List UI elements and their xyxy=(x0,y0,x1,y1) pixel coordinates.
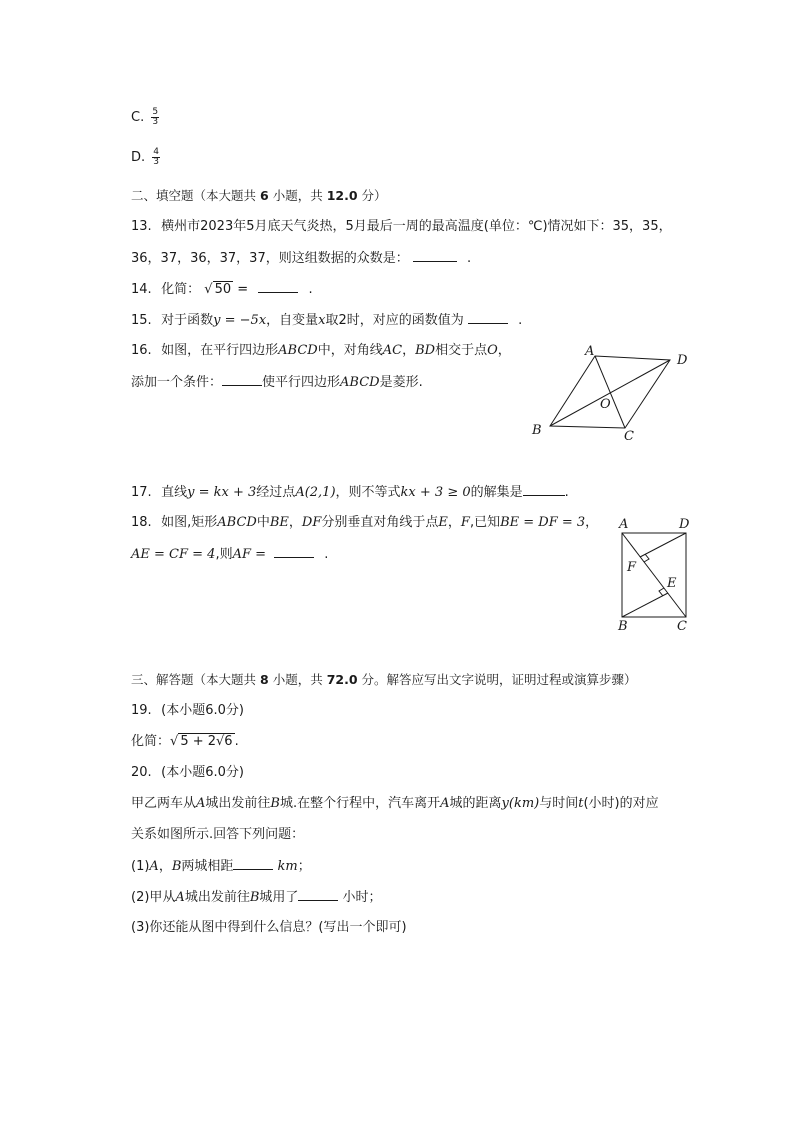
math-expression: AC xyxy=(382,343,403,358)
question-18-line-1 xyxy=(131,514,598,532)
question-text: 如图，在平行四边形 xyxy=(161,343,279,358)
question-text: 关系如图所示.回答下列问题： xyxy=(131,827,305,842)
math-expression: AF = xyxy=(232,547,271,562)
fraction-denominator: 3 xyxy=(153,157,160,167)
diagonal-ac xyxy=(622,533,686,617)
radicand: 5 + 2√6 xyxy=(180,734,233,749)
section-3-suffix: 分。解答应写出文字说明，证明过程或演算步骤） xyxy=(361,672,637,687)
question-text: 添加一个条件： xyxy=(131,375,223,390)
question-text: ， xyxy=(402,343,416,358)
vertex-label-c: C xyxy=(677,619,687,634)
question-text: ,已知 xyxy=(469,515,501,530)
math-expression: BE = DF = 3 xyxy=(500,515,586,530)
question-text: 取2时，对应的函数值为 xyxy=(325,313,464,328)
math-expression: A xyxy=(149,859,159,874)
question-text: 中 xyxy=(256,515,270,530)
question-20-line-1 xyxy=(131,795,659,813)
answer-blank[interactable] xyxy=(258,280,298,293)
question-text: 使平行四边形 xyxy=(262,375,341,390)
center-label-o: O xyxy=(600,397,611,412)
question-text: 城.在整个行程中，汽车离开 xyxy=(279,796,441,811)
question-text: 对于函数 xyxy=(161,313,214,328)
question-text: 与时间 xyxy=(539,796,579,811)
question-text: ， xyxy=(447,515,461,530)
question-text: 如图,矩形 xyxy=(161,515,218,530)
unit-km: km xyxy=(277,859,298,874)
answer-blank[interactable] xyxy=(523,483,565,496)
question-13-line-2 xyxy=(131,249,471,268)
option-c xyxy=(131,108,159,127)
option-d-fraction xyxy=(152,148,160,167)
answer-blank[interactable] xyxy=(233,857,273,870)
vertex-label-b: B xyxy=(532,423,542,438)
section-3-count: 8 xyxy=(260,672,269,687)
question-number: 18. xyxy=(131,515,152,530)
question-text: ， xyxy=(585,515,599,530)
math-expression: F xyxy=(460,515,470,530)
fraction-numerator: 5 xyxy=(152,107,159,117)
question-text: (3)你还能从图中得到什么信息？(写出一个即可) xyxy=(131,920,407,935)
question-20-line-2 xyxy=(131,826,304,844)
question-18-line-2 xyxy=(131,545,328,564)
answer-blank[interactable] xyxy=(468,311,508,324)
figure-18-rectangle xyxy=(612,512,702,634)
question-20-header xyxy=(131,764,244,782)
math-expression: DF xyxy=(301,515,322,530)
math-expression: BD xyxy=(415,343,436,358)
question-end: . xyxy=(467,251,472,266)
option-c-fraction xyxy=(151,108,159,127)
question-text: ， xyxy=(288,515,302,530)
math-expression: E xyxy=(438,515,448,530)
section-2-prefix: 二、填空题（本大题共 xyxy=(131,188,257,203)
question-19-header xyxy=(131,702,244,720)
question-text: 两城相距 xyxy=(181,859,234,874)
math-expression: AE = CF = 4 xyxy=(131,547,216,562)
option-d xyxy=(131,148,160,167)
question-16-line-1 xyxy=(131,342,511,360)
question-20-sub-3 xyxy=(131,919,407,937)
question-text: ，自变量 xyxy=(266,313,319,328)
question-17 xyxy=(131,483,569,502)
option-d-label: D. xyxy=(131,150,146,165)
math-expression: A(2,1) xyxy=(295,485,336,500)
fraction-denominator: 3 xyxy=(152,117,159,127)
question-score: (本小题6.0分) xyxy=(161,703,244,718)
question-number: 19. xyxy=(131,703,152,718)
equals-sign: = xyxy=(233,282,253,297)
question-end: . xyxy=(324,547,329,562)
section-2-score: 12.0 xyxy=(326,188,358,203)
math-expression: y = −5x xyxy=(213,313,267,328)
section-2-count: 6 xyxy=(260,188,269,203)
math-expression: O xyxy=(487,343,498,358)
vertex-label-c: C xyxy=(624,429,634,444)
question-19-body xyxy=(131,733,239,751)
question-20-sub-1 xyxy=(131,857,311,876)
question-text: 横州市2023年5月底天气炎热，5月最后一周的最高温度(单位：℃)情况如下：35，35， xyxy=(161,219,672,234)
question-text: 甲乙两车从 xyxy=(131,796,197,811)
question-text: 分别垂直对角线于点 xyxy=(321,515,439,530)
question-text: ， xyxy=(497,343,511,358)
section-2-heading xyxy=(131,187,387,205)
question-number: 20. xyxy=(131,765,152,780)
math-expression: ABCD xyxy=(217,515,257,530)
figure-16-rhombus xyxy=(525,340,705,445)
vertex-label-d: D xyxy=(677,353,688,368)
question-text: (2)甲从 xyxy=(131,890,176,905)
right-angle-mark-e xyxy=(659,588,664,596)
vertex-label-a: A xyxy=(585,344,595,359)
question-end: . xyxy=(234,734,239,749)
sub-question-number: (1) xyxy=(131,859,150,874)
diagonal-ac xyxy=(595,356,625,428)
question-text: 是菱形. xyxy=(379,375,423,390)
point-label-e: E xyxy=(667,576,677,591)
math-expression: y(km) xyxy=(501,796,540,811)
question-20-sub-2 xyxy=(131,888,382,907)
question-text: ,则 xyxy=(215,547,233,562)
section-3-mid: 小题，共 xyxy=(272,672,323,687)
question-number: 13. xyxy=(131,219,152,234)
vertex-label-b: B xyxy=(618,619,628,634)
answer-blank[interactable] xyxy=(413,249,457,262)
math-expression: A xyxy=(175,890,185,905)
section-2-suffix: 分） xyxy=(361,188,387,203)
question-text: (小时)的对应 xyxy=(583,796,659,811)
question-text: 相交于点 xyxy=(435,343,488,358)
question-text: ，则不等式 xyxy=(335,485,401,500)
question-16-line-2 xyxy=(131,373,423,392)
question-text: 中，对角线 xyxy=(317,343,383,358)
math-expression: B xyxy=(249,890,260,905)
sqrt-expression: √ 50 xyxy=(204,282,232,297)
sqrt-expression: √ 5 + 2√6 xyxy=(170,734,233,749)
perpendicular-df xyxy=(640,533,686,557)
question-end: . xyxy=(518,313,523,328)
question-text: 直线 xyxy=(161,485,188,500)
question-number: 17. xyxy=(131,485,152,500)
answer-blank[interactable] xyxy=(222,373,262,386)
question-text: 小时； xyxy=(342,890,382,905)
math-expression: y = kx + 3 xyxy=(187,485,257,500)
question-number: 14. xyxy=(131,282,152,297)
question-text: 化简： xyxy=(131,734,171,749)
question-text: 城的距离 xyxy=(449,796,502,811)
option-c-label: C. xyxy=(131,110,145,125)
question-text: 城出发前往 xyxy=(184,890,250,905)
math-expression: A xyxy=(196,796,206,811)
vertex-label-d: D xyxy=(679,517,690,532)
question-end: . xyxy=(308,282,313,297)
math-expression: t xyxy=(578,796,584,811)
section-3-score: 72.0 xyxy=(326,672,358,687)
question-14 xyxy=(131,280,313,299)
fraction-numerator: 4 xyxy=(153,147,160,157)
question-score: (本小题6.0分) xyxy=(161,765,244,780)
math-expression: ABCD xyxy=(340,375,380,390)
question-number: 16. xyxy=(131,343,152,358)
question-end: . xyxy=(564,485,569,500)
section-3-heading xyxy=(131,671,637,689)
question-text: 的解集是 xyxy=(470,485,523,500)
perpendicular-be xyxy=(622,593,668,617)
question-text: 经过点 xyxy=(256,485,296,500)
math-variable: x xyxy=(318,313,326,328)
vertex-label-a: A xyxy=(619,517,629,532)
question-text: 36，37，36，37，37，则这组数据的众数是： xyxy=(131,251,409,266)
math-expression: kx + 3 ≥ 0 xyxy=(400,485,471,500)
math-expression: BE xyxy=(269,515,289,530)
answer-blank[interactable] xyxy=(298,888,338,901)
answer-blank[interactable] xyxy=(274,545,314,558)
math-expression: B xyxy=(171,859,182,874)
question-text: 化简： xyxy=(161,282,201,297)
diagonal-bd xyxy=(550,360,670,426)
question-15 xyxy=(131,311,522,330)
question-text: ； xyxy=(297,859,311,874)
math-expression: A xyxy=(440,796,450,811)
question-number: 15. xyxy=(131,313,152,328)
section-3-prefix: 三、解答题（本大题共 xyxy=(131,672,257,687)
question-text: 城用了 xyxy=(259,890,299,905)
section-2-mid: 小题，共 xyxy=(272,188,323,203)
question-text: ， xyxy=(158,859,172,874)
question-text: 城出发前往 xyxy=(205,796,271,811)
radicand: 50 xyxy=(214,282,232,297)
math-expression: B xyxy=(270,796,280,811)
right-angle-mark-f xyxy=(644,554,649,562)
point-label-f: F xyxy=(627,560,637,575)
question-13-line-1 xyxy=(131,218,672,236)
math-expression: ABCD xyxy=(278,343,318,358)
